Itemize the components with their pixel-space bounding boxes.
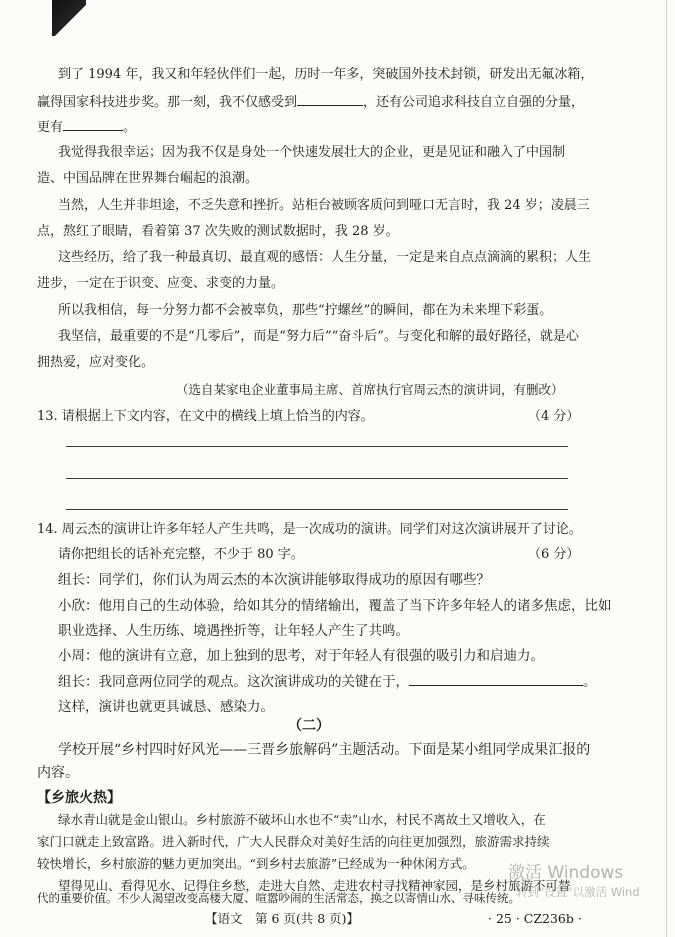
source-note: （选自某家电企业董事局主席、首席执行官周云杰的演讲词，有删改）: [176, 382, 564, 397]
dialogue-line: 这样，演讲也就更具诚恳、感染力。: [58, 699, 274, 715]
text-line: 进步，一定在于识变、应变、求变的力量。: [37, 276, 285, 291]
page-code: · 25 · CZ236b ·: [488, 911, 582, 926]
text-line: 拥热爱，应对变化。: [37, 355, 155, 370]
text-line: 赢得国家科技进步奖。那一刻，我不仅感受到 ，还有公司追求科技自立自强的分量，: [37, 92, 584, 113]
question-14: 14. 周云杰的演讲让许多年轻人产生共鸣，是一次成功的演讲。同学们对这次演讲展开了讨论。: [37, 522, 582, 537]
question-14-line: 请你把组长的话补充完整，不少于 80 字。: [58, 547, 304, 562]
text-line: 我觉得我很幸运；因为我不仅是身处一个快速发展壮大的企业，更是见证和融入了中国制: [58, 145, 566, 160]
text-line: 当然，人生并非坦途，不乏失意和挫折。站柜台被顾客质问到哑口无言时，我 24 岁；凌晨三: [58, 198, 590, 213]
activation-watermark-hint: 转到"设置"以激活 Wind: [516, 885, 640, 899]
text-line: 点，熬红了眼睛，看着第 37 次失败的测试数据时，我 28 岁。: [37, 224, 399, 239]
dialogue-line: 组长：我同意两位同学的观点。这次演讲成功的关键在于， 。: [58, 674, 597, 690]
answer-line: [66, 446, 568, 447]
text-line: 造、中国品牌在世界舞台崛起的浪潮。: [37, 171, 259, 186]
dialogue-line: 组长：同学们，你们认为周云杰的本次演讲能够取得成功的原因有哪些？: [58, 572, 490, 588]
page-edge: [666, 0, 667, 937]
dialogue-line: 职业选择、人生历练、境遇挫折等，让年轻人产生了共鸣。: [58, 623, 409, 639]
text-line: 更有 。: [37, 117, 136, 138]
article-line: 绿水青山就是金山银山。乡村旅游不破坏山水也不“卖”山水，村民不离故土又增收入，在: [58, 812, 546, 827]
fill-blank: [63, 117, 123, 131]
question-14-score: （6 分）: [528, 547, 580, 562]
article-line: 家门口就走上致富路。进入新时代，广大人民群众对美好生活的向往更加强烈，旅游需求持续: [37, 834, 550, 849]
text-line: 所以我相信，每一分努力都不会被辜负，那些“拧螺丝”的瞬间，都在为未来埋下彩蛋。: [58, 303, 553, 318]
dialogue-line: 小欣：他用自己的生动体验，给如其分的情绪输出，覆盖了当下许多年轻人的诸多焦虑，比如: [58, 598, 612, 614]
article-line: 代的重要价值。不少人渴望改变高楼大厦、喧嚣吵闹的生活常态，换之以寄情山水、寻味传统。: [37, 891, 520, 905]
intro-line: 内容。: [37, 765, 79, 781]
subsection-title: 【乡旅火热】: [37, 790, 121, 806]
text-line: 这些经历，给了我一种最真切、最直观的感悟：人生分量，一定是来自点点滴滴的累积；人生: [58, 250, 592, 265]
intro-line: 学校开展“乡村四时好风光——三晋乡旅解码”主题活动。下面是某小组同学成果汇报的: [58, 742, 591, 758]
fill-blank: [297, 92, 363, 106]
answer-line: [66, 478, 568, 479]
section-title: （二）: [288, 718, 330, 734]
text-line: 我坚信，最重要的不是“几零后”，而是“努力后”“奋斗后”。与变化和解的最好路径，就是心: [58, 329, 579, 344]
article-line: 较快增长，乡村旅游的魅力更加突出。“到乡村去旅游”已经成为一种休闲方式。: [37, 856, 475, 871]
fill-blank: [409, 672, 583, 686]
page-footer: 【语文 第 6 页(共 8 页)】: [205, 911, 360, 926]
answer-line: [66, 509, 568, 510]
activation-watermark: 激活 Windows: [508, 863, 624, 883]
text-line: 到了 1994 年，我又和年轻伙伴们一起，历时一年多，突破国外技术封锁，研发出无氟冰箱，: [58, 67, 594, 82]
article-line: 望得见山、看得见水、记得住乡愁，走进大自然、走进农村寻找精神家园，是乡村旅游不可替: [58, 878, 571, 893]
question-13-score: （4 分）: [528, 409, 580, 424]
question-13: 13. 请根据上下文内容，在文中的横线上填上恰当的内容。: [37, 409, 374, 424]
scan-corner-shadow: [52, 0, 86, 36]
dialogue-line: 小周：他的演讲有立意，加上独到的思考，对于年轻人有很强的吸引力和启迪力。: [58, 648, 544, 664]
